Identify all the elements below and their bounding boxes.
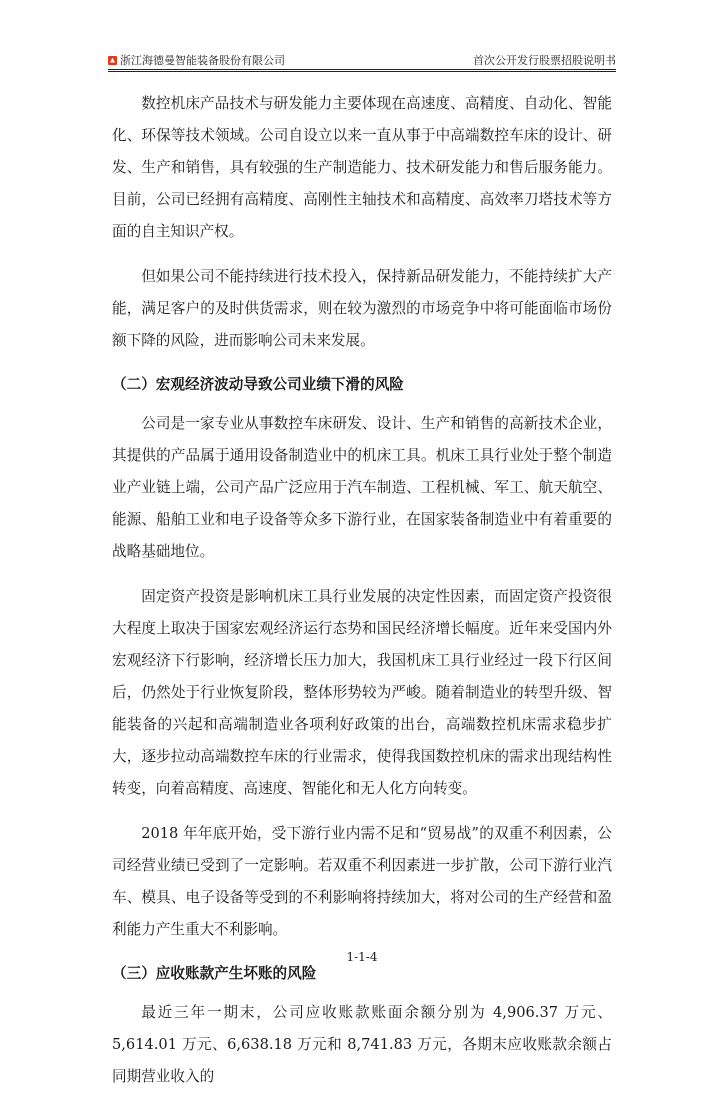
section-heading-macro-risk: （二）宏观经济波动导致公司业绩下滑的风险 bbox=[112, 376, 404, 393]
header-rule-thin bbox=[108, 71, 616, 72]
paragraph-trade-war: 2018 年年底开始，受下游行业内需不足和“贸易战”的双重不利因素，公司经营业绩已受到了一定影响。若双重不利因素进一步扩散，公司下游行业汽车、模具、电子设备等受到的不利影响将持续加大，将对公司的生产经营和盈利能力产生重大不利影响。 bbox=[112, 825, 612, 938]
document-title: 首次公开发行股票招股说明书 bbox=[473, 54, 616, 67]
section-heading-receivables-risk: （三）应收账款产生坏账的风险 bbox=[112, 965, 317, 982]
company-logo-icon bbox=[108, 56, 117, 65]
page-header bbox=[108, 48, 616, 68]
paragraph-tech-risk: 但如果公司不能持续进行技术投入，保持新品研发能力，不能持续扩大产能，满足客户的及时供货需求，则在较为激烈的市场竞争中将可能面临市场份额下降的风险，进而影响公司未来发展。 bbox=[112, 268, 612, 349]
company-name-text: 浙江海德曼智能装备股份有限公司 bbox=[120, 54, 285, 67]
paragraph-receivables: 最近三年一期末，公司应收账款账面余额分别为 4,906.37 万元、5,614.01 万元、6,638.18 万元和 8,741.83 万元，各期末应收账款余额占同期营业收入的 bbox=[112, 1004, 612, 1085]
paragraph-fixed-asset-investment: 固定资产投资是影响机床工具行业发展的决定性因素，而固定资产投资很大程度上取决于国家宏观经济运行态势和国民经济增长幅度。近年来受国内外宏观经济下行影响，经济增长压力加大，我国机床工具行业经过一段下行区间后，仍然处于行业恢复阶段，整体形势较为严峻。随着制造业的转型升级、智能装备的兴起和高端制造业各项利好政策的出台，高端数控机床需求稳步扩大，逐步拉动高端数控车床的行业需求，使得我国数控机床的需求出现结构性转变，向着高精度、高速度、智能化和无人化方向转变。 bbox=[112, 588, 612, 797]
company-name bbox=[108, 52, 285, 68]
page-number: 1-1-4 bbox=[346, 950, 378, 964]
header-rule bbox=[108, 69, 616, 70]
paragraph-tech-capability: 数控机床产品技术与研发能力主要体现在高速度、高精度、自动化、智能化、环保等技术领域。公司自设立以来一直从事于中高端数控车床的设计、研发、生产和销售，具有较强的生产制造能力、技术研发能力和售后服务能力。目前，公司已经拥有高精度、高刚性主轴技术和高精度、高效率刀塔技术等方面的自主知识产权。 bbox=[112, 95, 612, 240]
paragraph-company-profile: 公司是一家专业从事数控车床研发、设计、生产和销售的高新技术企业，其提供的产品属于通用设备制造业中的机床工具。机床工具行业处于整个制造业产业链上端，公司产品广泛应用于汽车制造、工程机械、军工、航天航空、能源、船舶工业和电子设备等众多下游行业，在国家装备制造业中有着重要的战略基础地位。 bbox=[112, 415, 612, 560]
